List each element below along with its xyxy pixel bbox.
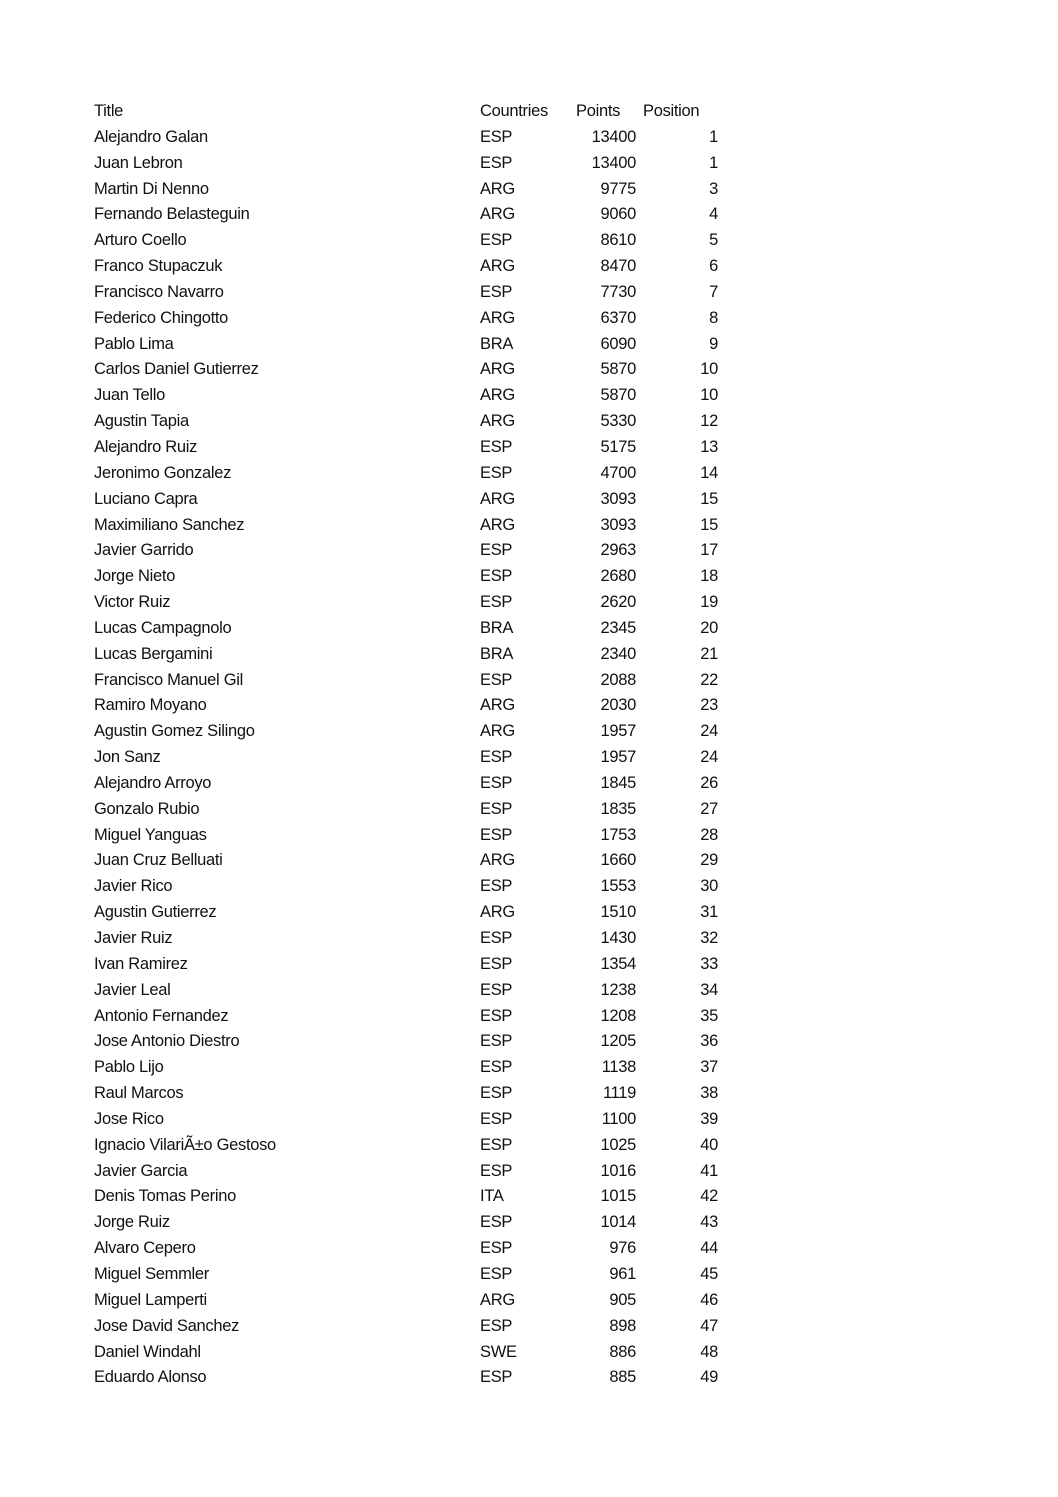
table-row xyxy=(94,1184,724,1210)
table-row xyxy=(94,1210,724,1236)
row-title: Alejandro Arroyo xyxy=(94,773,212,792)
row-points: 1014 xyxy=(600,1213,636,1232)
row-country: ESP xyxy=(480,748,513,767)
row-country: ESP xyxy=(480,1109,513,1128)
row-country: ARG xyxy=(480,179,515,198)
row-position: 27 xyxy=(700,799,718,818)
table-row xyxy=(94,1262,724,1288)
row-country: ARG xyxy=(480,851,515,870)
row-country: ARG xyxy=(480,903,515,922)
row-position: 6 xyxy=(709,257,718,276)
row-points: 2963 xyxy=(600,541,636,560)
table-row xyxy=(94,823,724,849)
row-position: 10 xyxy=(700,360,718,379)
row-position: 14 xyxy=(700,463,718,482)
row-position: 41 xyxy=(700,1161,718,1180)
table-row xyxy=(94,435,724,461)
row-position: 22 xyxy=(700,670,718,689)
row-position: 39 xyxy=(700,1109,718,1128)
row-country: ESP xyxy=(480,825,513,844)
row-points: 8610 xyxy=(600,231,636,250)
row-title: Martin Di Nenno xyxy=(94,179,209,198)
header-title: Title xyxy=(94,102,124,120)
row-title: Ivan Ramirez xyxy=(94,954,188,973)
table-row xyxy=(94,978,724,1004)
row-points: 2345 xyxy=(600,618,636,637)
table-row xyxy=(94,693,724,719)
row-points: 1025 xyxy=(600,1135,636,1154)
row-country: ARG xyxy=(480,360,515,379)
row-title: Miguel Yanguas xyxy=(94,825,207,844)
table-row xyxy=(94,1340,724,1366)
row-position: 36 xyxy=(700,1032,718,1051)
row-points: 3093 xyxy=(600,515,636,534)
table-row xyxy=(94,771,724,797)
header-points: Points xyxy=(576,102,621,120)
row-points: 1553 xyxy=(600,877,636,896)
row-position: 13 xyxy=(700,437,718,456)
row-country: ARG xyxy=(480,386,515,405)
row-points: 885 xyxy=(609,1368,636,1387)
table-row xyxy=(94,668,724,694)
row-position: 17 xyxy=(700,541,718,560)
table-row xyxy=(94,383,724,409)
row-title: Miguel Semmler xyxy=(94,1264,209,1283)
table-row xyxy=(94,306,724,332)
row-points: 976 xyxy=(609,1239,636,1258)
header-countries: Countries xyxy=(480,102,548,120)
table-row xyxy=(94,1055,724,1081)
row-country: ARG xyxy=(480,1290,515,1309)
table-row xyxy=(94,874,724,900)
row-points: 7730 xyxy=(600,282,636,301)
row-title: Juan Cruz Belluati xyxy=(94,851,223,870)
row-country: ESP xyxy=(480,954,513,973)
row-title: Alvaro Cepero xyxy=(94,1239,196,1258)
row-title: Arturo Coello xyxy=(94,231,187,250)
row-title: Juan Tello xyxy=(94,386,166,405)
row-country: ESP xyxy=(480,1058,513,1077)
row-country: ARG xyxy=(480,257,515,276)
table-row xyxy=(94,177,724,203)
row-points: 1100 xyxy=(601,1109,636,1128)
table-row xyxy=(94,1314,724,1340)
row-title: Juan Lebron xyxy=(94,153,183,172)
row-country: ESP xyxy=(480,1084,513,1103)
row-position: 15 xyxy=(700,489,718,508)
row-position: 32 xyxy=(700,929,718,947)
row-position: 49 xyxy=(700,1368,718,1387)
row-points: 1660 xyxy=(600,851,636,870)
row-position: 1 xyxy=(709,127,718,146)
row-points: 1430 xyxy=(600,929,636,947)
row-points: 1957 xyxy=(600,748,636,767)
row-country: BRA xyxy=(480,644,514,663)
row-points: 1015 xyxy=(600,1187,636,1206)
table-header-row xyxy=(94,99,724,125)
row-points: 898 xyxy=(609,1316,636,1335)
table-row xyxy=(94,952,724,978)
row-title: Jeronimo Gonzalez xyxy=(94,463,232,482)
row-position: 35 xyxy=(700,1006,718,1025)
row-position: 33 xyxy=(700,954,718,973)
table-row xyxy=(94,280,724,306)
row-points: 2030 xyxy=(600,696,636,715)
row-position: 28 xyxy=(700,825,718,844)
row-country: ESP xyxy=(480,437,513,456)
row-title: Pablo Lijo xyxy=(94,1058,164,1077)
row-country: ARG xyxy=(480,722,515,741)
table-row xyxy=(94,357,724,383)
table-row xyxy=(94,564,724,590)
table-row xyxy=(94,900,724,926)
row-points: 1835 xyxy=(600,799,636,818)
row-points: 1016 xyxy=(600,1161,636,1180)
row-country: ESP xyxy=(480,567,513,586)
row-title: Pablo Lima xyxy=(94,334,174,353)
row-country: ESP xyxy=(480,1161,513,1180)
table-body xyxy=(94,125,724,1391)
row-position: 42 xyxy=(700,1187,718,1206)
row-title: Antonio Fernandez xyxy=(94,1006,229,1025)
row-points: 1138 xyxy=(601,1058,636,1077)
row-position: 1 xyxy=(709,153,718,172)
row-title: Victor Ruiz xyxy=(94,593,171,612)
row-title: Jon Sanz xyxy=(94,748,161,767)
row-points: 961 xyxy=(609,1264,636,1283)
row-position: 26 xyxy=(700,773,718,792)
row-country: ESP xyxy=(480,282,513,301)
row-country: ESP xyxy=(480,541,513,560)
row-points: 1957 xyxy=(600,722,636,741)
row-title: Alejandro Ruiz xyxy=(94,437,198,456)
row-points: 905 xyxy=(609,1290,636,1309)
row-title: Javier Garcia xyxy=(94,1161,188,1180)
table-row xyxy=(94,1004,724,1030)
row-position: 31 xyxy=(700,903,718,922)
row-title: Franco Stupaczuk xyxy=(94,257,223,276)
row-position: 29 xyxy=(700,851,718,870)
row-title: Alejandro Galan xyxy=(94,127,208,146)
table-row xyxy=(94,1288,724,1314)
table-row xyxy=(94,202,724,228)
row-country: ESP xyxy=(480,929,513,947)
row-title: Ignacio VilariÃ±o Gestoso xyxy=(94,1135,276,1154)
row-position: 5 xyxy=(709,231,718,250)
row-position: 40 xyxy=(700,1135,718,1154)
table-row xyxy=(94,590,724,616)
row-position: 48 xyxy=(700,1342,718,1361)
row-country: BRA xyxy=(480,618,514,637)
row-position: 20 xyxy=(700,618,718,637)
table-row xyxy=(94,719,724,745)
row-country: ARG xyxy=(480,308,515,327)
row-position: 12 xyxy=(700,412,718,431)
row-title: Lucas Campagnolo xyxy=(94,618,232,637)
row-title: Luciano Capra xyxy=(94,489,198,508)
row-title: Ramiro Moyano xyxy=(94,696,207,715)
row-country: ESP xyxy=(480,1239,513,1258)
row-title: Francisco Navarro xyxy=(94,282,224,301)
row-title: Javier Ruiz xyxy=(94,929,173,947)
row-country: ARG xyxy=(480,696,515,715)
row-position: 46 xyxy=(700,1290,718,1309)
table-row xyxy=(94,487,724,513)
row-points: 1510 xyxy=(600,903,636,922)
row-title: Raul Marcos xyxy=(94,1084,184,1103)
table-row xyxy=(94,228,724,254)
row-title: Gonzalo Rubio xyxy=(94,799,200,818)
row-position: 9 xyxy=(709,334,718,353)
table-row xyxy=(94,1107,724,1133)
row-points: 5870 xyxy=(600,386,636,405)
row-position: 43 xyxy=(700,1213,718,1232)
row-points: 8470 xyxy=(600,257,636,276)
row-points: 886 xyxy=(609,1342,636,1361)
row-title: Jose Antonio Diestro xyxy=(94,1032,240,1051)
row-position: 47 xyxy=(700,1316,718,1335)
row-title: Francisco Manuel Gil xyxy=(94,670,243,689)
table-row xyxy=(94,926,724,952)
table-row xyxy=(94,848,724,874)
row-points: 9060 xyxy=(600,205,636,224)
row-points: 3093 xyxy=(600,489,636,508)
row-country: ESP xyxy=(480,980,513,999)
row-position: 23 xyxy=(700,696,718,715)
row-country: ESP xyxy=(480,799,513,818)
table-row xyxy=(94,1029,724,1055)
row-points: 2680 xyxy=(600,567,636,586)
row-title: Jorge Ruiz xyxy=(94,1213,170,1232)
row-position: 7 xyxy=(709,282,718,301)
row-title: Maximiliano Sanchez xyxy=(94,515,245,534)
table-row xyxy=(94,797,724,823)
row-title: Agustin Gutierrez xyxy=(94,903,217,922)
row-country: ESP xyxy=(480,877,513,896)
row-country: ESP xyxy=(480,1213,513,1232)
row-points: 1354 xyxy=(600,954,636,973)
row-position: 44 xyxy=(700,1239,718,1258)
row-country: ESP xyxy=(480,1135,513,1154)
row-title: Daniel Windahl xyxy=(94,1342,201,1361)
row-title: Jose Rico xyxy=(94,1109,164,1128)
row-title: Federico Chingotto xyxy=(94,308,229,327)
row-points: 1208 xyxy=(600,1006,636,1025)
row-country: ESP xyxy=(480,153,513,172)
row-title: Lucas Bergamini xyxy=(94,644,213,663)
row-points: 6370 xyxy=(600,308,636,327)
table-row xyxy=(94,254,724,280)
row-country: ESP xyxy=(480,463,513,482)
table-row xyxy=(94,125,724,151)
row-country: ITA xyxy=(480,1187,504,1206)
table-row xyxy=(94,745,724,771)
row-title: Javier Rico xyxy=(94,877,173,896)
table-row xyxy=(94,1159,724,1185)
row-points: 4700 xyxy=(600,463,636,482)
row-title: Agustin Tapia xyxy=(94,412,189,431)
row-title: Jose David Sanchez xyxy=(94,1316,240,1335)
row-points: 6090 xyxy=(600,334,636,353)
row-title: Miguel Lamperti xyxy=(94,1290,207,1309)
row-position: 45 xyxy=(700,1264,718,1283)
table-row xyxy=(94,1365,724,1391)
row-points: 2088 xyxy=(600,670,636,689)
row-position: 4 xyxy=(709,205,718,224)
table-row xyxy=(94,1133,724,1159)
header-position: Position xyxy=(643,102,700,120)
row-points: 5330 xyxy=(600,412,636,431)
row-points: 1119 xyxy=(602,1084,636,1103)
table-row xyxy=(94,1081,724,1107)
row-points: 9775 xyxy=(600,179,636,198)
row-title: Denis Tomas Perino xyxy=(94,1187,236,1206)
table-row xyxy=(94,1236,724,1262)
row-country: ESP xyxy=(480,773,513,792)
row-country: ARG xyxy=(480,515,515,534)
row-country: BRA xyxy=(480,334,514,353)
row-position: 15 xyxy=(700,515,718,534)
row-country: SWE xyxy=(480,1342,517,1361)
row-points: 1238 xyxy=(600,980,636,999)
row-country: ARG xyxy=(480,412,515,431)
row-position: 21 xyxy=(700,644,718,663)
row-country: ESP xyxy=(480,1316,513,1335)
row-position: 37 xyxy=(700,1058,718,1077)
row-country: ESP xyxy=(480,670,513,689)
row-country: ESP xyxy=(480,127,513,146)
row-position: 10 xyxy=(700,386,718,405)
table-row xyxy=(94,642,724,668)
row-country: ESP xyxy=(480,1006,513,1025)
row-title: Fernando Belasteguin xyxy=(94,205,250,224)
table-row xyxy=(94,513,724,539)
row-points: 1753 xyxy=(600,825,636,844)
row-title: Carlos Daniel Gutierrez xyxy=(94,360,259,379)
row-position: 24 xyxy=(700,722,718,741)
row-points: 5175 xyxy=(600,437,636,456)
rankings-table xyxy=(94,99,724,1391)
row-country: ESP xyxy=(480,1032,513,1051)
row-position: 38 xyxy=(700,1084,718,1103)
row-country: ARG xyxy=(480,205,515,224)
row-position: 34 xyxy=(700,980,718,999)
row-position: 8 xyxy=(709,308,718,327)
table-row xyxy=(94,538,724,564)
table-row xyxy=(94,332,724,358)
row-country: ESP xyxy=(480,1368,513,1387)
row-title: Javier Garrido xyxy=(94,541,194,560)
table-row xyxy=(94,409,724,435)
row-position: 19 xyxy=(700,593,718,612)
row-title: Agustin Gomez Silingo xyxy=(94,722,255,741)
table-row xyxy=(94,461,724,487)
row-country: ESP xyxy=(480,1264,513,1283)
row-title: Javier Leal xyxy=(94,980,171,999)
row-position: 18 xyxy=(700,567,718,586)
row-points: 5870 xyxy=(600,360,636,379)
row-points: 13400 xyxy=(591,153,636,172)
row-country: ESP xyxy=(480,593,513,612)
row-position: 30 xyxy=(700,877,718,896)
row-points: 1845 xyxy=(600,773,636,792)
row-points: 2620 xyxy=(600,593,636,612)
row-points: 2340 xyxy=(600,644,636,663)
row-country: ARG xyxy=(480,489,515,508)
row-position: 24 xyxy=(700,748,718,767)
table-row xyxy=(94,616,724,642)
row-title: Eduardo Alonso xyxy=(94,1368,207,1387)
row-points: 1205 xyxy=(600,1032,636,1051)
row-points: 13400 xyxy=(591,127,636,146)
table-row xyxy=(94,151,724,177)
row-country: ESP xyxy=(480,231,513,250)
row-title: Jorge Nieto xyxy=(94,567,176,586)
row-position: 3 xyxy=(709,179,718,198)
